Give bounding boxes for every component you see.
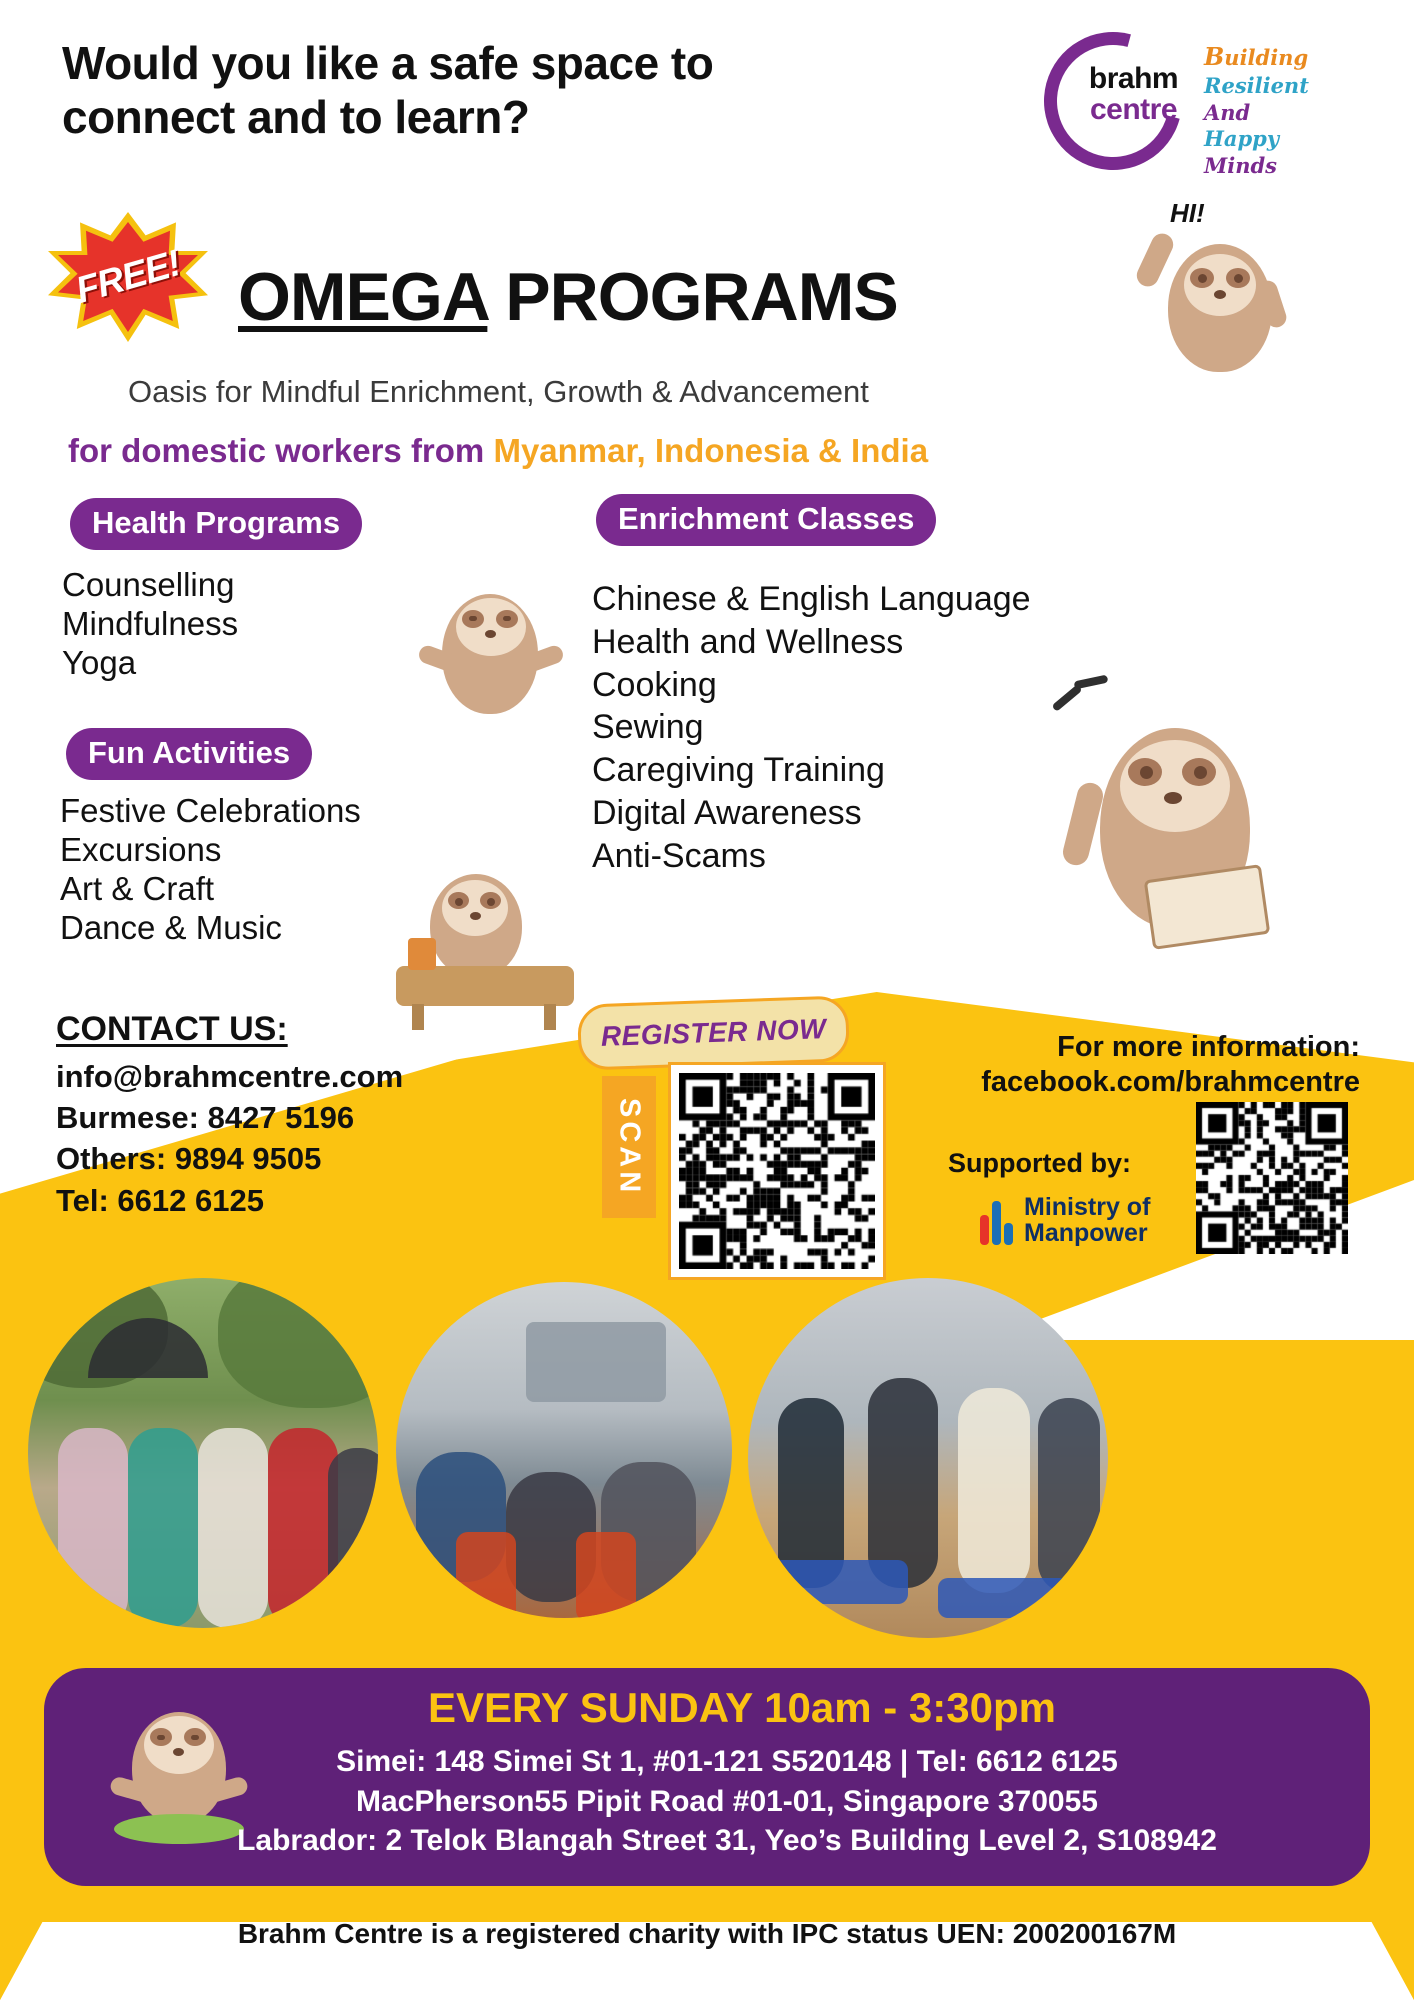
program-title-programs: PROGRAMS	[487, 259, 898, 335]
enrichment-classes-list	[592, 578, 1031, 878]
list-item: Sewing	[592, 708, 704, 747]
program-title-omega: OMEGA	[238, 259, 488, 335]
facebook-link[interactable]: facebook.com/brahmcentre	[981, 1066, 1360, 1099]
ministry-of-manpower-logo	[980, 1194, 1150, 1247]
health-program-list	[62, 566, 238, 683]
list-item: Cooking	[592, 665, 717, 704]
list-item: Dance & Music	[60, 908, 282, 946]
register-now-badge[interactable]: REGISTER NOW	[577, 995, 850, 1070]
logo-centre-text: centre	[1089, 92, 1178, 126]
scan-label: SCAN	[613, 1097, 646, 1197]
mom-mark-icon	[980, 1195, 1014, 1245]
more-information	[981, 1030, 1360, 1101]
more-info-line-1: For more information:	[1057, 1031, 1360, 1063]
logo-brahm-text: brahm	[1088, 62, 1179, 95]
photo-yoga-class	[748, 1278, 1108, 1638]
facebook-qr-code[interactable]	[1196, 1102, 1348, 1254]
list-item: Caregiving Training	[592, 751, 885, 790]
contact-burmese-phone: Burmese: 8427 5196	[56, 1100, 355, 1136]
footer-schedule: EVERY SUNDAY 10am - 3:30pm	[428, 1684, 1056, 1731]
list-item: Festive Celebrations	[60, 792, 361, 829]
sloth-art-craft-illustration	[386, 854, 586, 1034]
charity-note: Brahm Centre is a registered charity with IPC status UEN: 200200167M	[237, 1918, 1177, 1949]
free-badge-label: FREE!	[71, 242, 185, 311]
sloth-teacher-illustration	[1056, 682, 1286, 952]
sloth-waving-illustration	[1140, 198, 1300, 380]
list-item: Excursions	[60, 830, 222, 868]
footer-addresses	[0, 1742, 1414, 1861]
address-macpherson: MacPherson55 Pipit Road #01-01, Singapore 370055	[356, 1784, 1098, 1818]
list-item: Health and Wellness	[592, 622, 904, 661]
contact-others-phone: Others: 9894 9505	[56, 1141, 322, 1177]
contact-details	[56, 1056, 403, 1221]
mom-text	[1024, 1194, 1150, 1247]
logo-wordmark	[1066, 64, 1201, 125]
mom-line-1: Ministry of	[1024, 1193, 1151, 1221]
list-item: Chinese & English Language	[592, 580, 1031, 618]
page-title: Would you like a safe space to connect and to learn?	[62, 37, 714, 144]
contact-tel: Tel: 6612 6125	[56, 1182, 264, 1218]
list-item: Mindfulness	[62, 604, 239, 642]
address-simei: Simei: 148 Simei St 1, #01-121 S520148 | Tel: 6612 6125	[336, 1745, 1118, 1778]
list-item: Anti-Scams	[592, 836, 766, 875]
qr-canvas-register	[679, 1073, 875, 1269]
list-item: Counselling	[62, 566, 235, 603]
section-title-health: Health Programs	[70, 498, 362, 550]
fun-activities-list	[60, 792, 361, 948]
list-item: Art & Craft	[60, 869, 215, 907]
program-subtitle: Oasis for Mindful Enrichment, Growth & Advancement	[128, 374, 869, 409]
list-item: Yoga	[62, 643, 137, 681]
section-title-enrichment: Enrichment Classes	[596, 494, 936, 546]
address-labrador: Labrador: 2 Telok Blangah Street 31, Yeo’s Building Level 2, S108942	[237, 1824, 1217, 1858]
registration-qr-code[interactable]	[668, 1062, 886, 1280]
brahm-centre-logo	[1036, 24, 1356, 179]
audience-countries: Myanmar, Indonesia & India	[493, 432, 929, 469]
scan-label-box	[602, 1076, 656, 1218]
contact-email[interactable]: info@brahmcentre.com	[56, 1059, 404, 1094]
hi-label: HI!	[1170, 198, 1205, 228]
photo-outing	[28, 1278, 378, 1628]
supported-by-label: Supported by:	[948, 1148, 1131, 1178]
contact-heading: CONTACT US:	[56, 1010, 288, 1048]
section-title-fun: Fun Activities	[66, 728, 312, 780]
logo-tagline: Building Resilient And Happy Minds	[1204, 42, 1309, 179]
program-title	[238, 258, 898, 336]
free-badge	[48, 212, 208, 342]
audience-prefix: for domestic workers from	[68, 432, 494, 469]
qr-canvas-facebook	[1196, 1102, 1348, 1254]
sloth-yoga-illustration	[400, 548, 570, 738]
program-audience	[68, 432, 928, 470]
list-item: Digital Awareness	[592, 794, 862, 833]
mom-line-2: Manpower	[1024, 1219, 1148, 1248]
photo-classroom	[396, 1282, 732, 1618]
